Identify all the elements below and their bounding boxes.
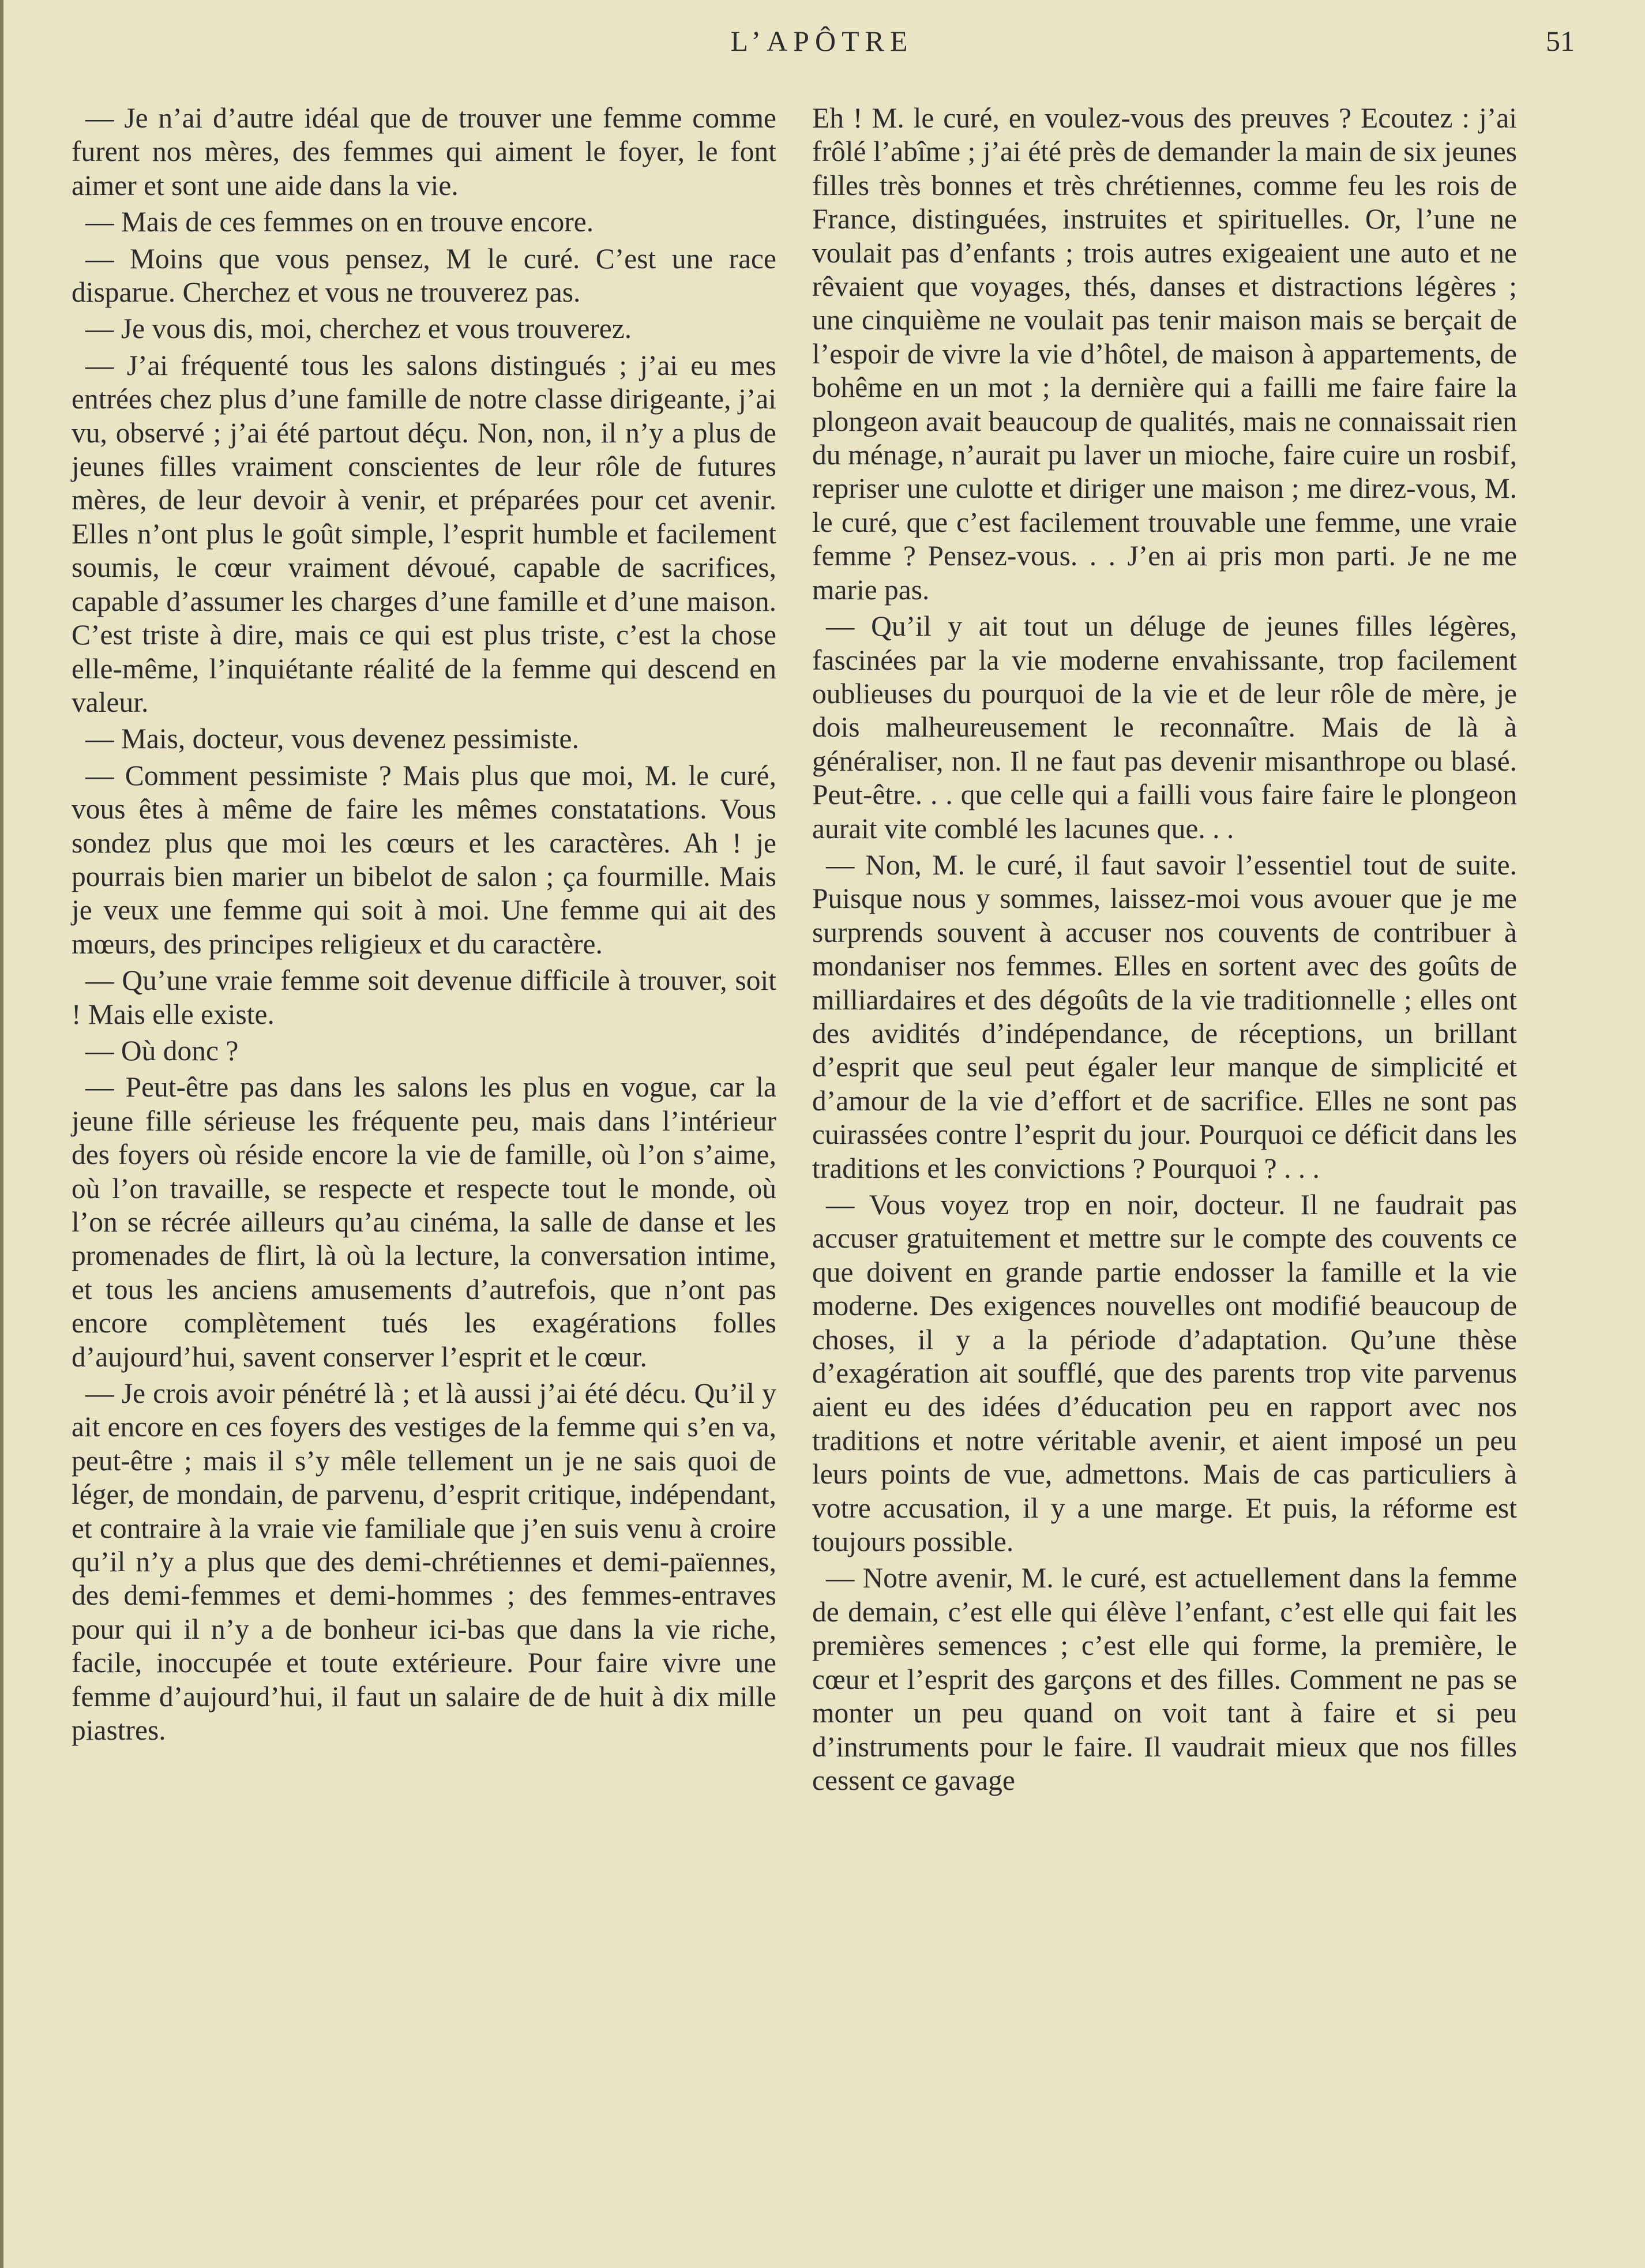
paragraph: — Qu’il y ait tout un déluge de jeunes filles légères, fascinées par la vie moderne envahissante, trop facilement oublieuses du pourquoi de la vie et de leur rôle de mère, je dois malheureusement le reconnaître. Mais de là à généraliser, non. Il ne faut pas devenir misanthrope ou blasé. Peut-être. . . que celle qui a failli vous faire faire le plongeon aurait vite comblé les lacunes que. . . xyxy=(812,610,1517,844)
page-number: 51 xyxy=(1546,25,1575,57)
paragraph: — Je vous dis, moi, cherchez et vous trouverez. xyxy=(85,313,632,345)
running-head: L’APÔTRE xyxy=(730,25,914,57)
paragraph: — J’ai fréquenté tous les salons distingués ; j’ai eu mes entrées chez plus d’une famille de notre classe dirigeante, j’ai vu, observé ; j’ai été partout déçu. Non, non, il n’y a plus de jeunes filles vraiment conscientes de leur rôle de futures mères, de leur devoir à venir, et préparées pour cet avenir. Elles n’ont plus le goût simple, l’esprit humble et facilement soumis, le cœur vraiment dévoué, capable de sacrifices, capable d’assumer les charges d’une famille et d’une maison. C’est triste à dire, mais ce qui est plus triste, c’est la chose elle-même, l’inquiétante réalité de la femme qui descend en valeur. xyxy=(72,349,776,718)
paragraph: — Notre avenir, M. le curé, est actuellement dans la femme de demain, c’est elle qui élève l’enfant, c’est elle qui fait les premières semences ; c’est elle qui forme, la première, le cœur et l’esprit des garçons et des filles. Comment ne pas se monter un peu quand on voit tant à faire et si peu d’instruments pour le faire. Il vaudrait mieux que nos filles cessent ce gavage xyxy=(812,1562,1517,1796)
left-column xyxy=(72,102,776,1751)
paragraph: — Moins que vous pensez, M le curé. C’est une race disparue. Cherchez et vous ne trouverez pas. xyxy=(72,242,776,309)
paragraph: — Où donc ? xyxy=(85,1034,239,1067)
paragraph: — Non, M. le curé, il faut savoir l’essentiel tout de suite. Puisque nous y sommes, laissez-moi vous avouer que je me surprends souvent à accuser nos couvents de contribuer à mondaniser nos femmes. Elles en sortent avec des goûts de milliardaires et des dégoûts de la vie traditionnelle ; elles ont des avidités d’indépendance, de réceptions, un brillant d’esprit que seul peut égaler leur manque de simplicité et d’amour de la vie d’effort et de sacrifice. Elles ne sont pas cuirassées contre l’esprit du jour. Pourquoi ce déficit dans les traditions et les convictions ? Pourquoi ? . . . xyxy=(812,848,1517,1184)
right-column xyxy=(812,102,1517,1800)
paragraph: Eh ! M. le curé, en voulez-vous des preuves ? Ecoutez : j’ai frôlé l’abîme ; j’ai été près de demander la main de six jeunes filles très bonnes et très chrétiennes, comme feu les rois de France, distinguées, instruites et spirituelles. Or, l’une ne voulait pas d’enfants ; trois autres exigeaient une auto et ne rêvaient que voyages, thés, danses et distractions légères ; une cinquième ne voulait pas tenir maison mais se berçait de l’espoir de vivre la vie d’hôtel, de maison à appartements, de bohême en un mot ; la dernière qui a failli me faire faire la plongeon avait beaucoup de qualités, mais ne connaissait rien du ménage, n’aurait pu laver un mioche, faire cuire un rosbif, repriser une culotte et diriger une maison ; me direz-vous, M. le curé, que c’est facilement trouvable une femme, une vraie femme ? Pensez-vous. . . J’en ai pris mon parti. Je ne me marie pas. xyxy=(812,102,1517,606)
paragraph: — Mais, docteur, vous devenez pessimiste. xyxy=(85,723,579,755)
page-header xyxy=(69,24,1575,70)
page-binding-edge xyxy=(0,0,3,2268)
paragraph: — Qu’une vraie femme soit devenue difficile à trouver, soit ! Mais elle existe. xyxy=(72,964,776,1030)
paragraph: — Je crois avoir pénétré là ; et là aussi j’ai été décu. Qu’il y ait encore en ces foyers des vestiges de la femme qui s’en va, peut-être ; mais il s’y mêle tellement un je ne sais quoi de léger, de mondain, de parvenu, d’esprit critique, indépendant, et contraire à la vraie vie familiale que j’en suis venu à croire qu’il n’y a plus que des demi-chrétiennes et demi-païennes, des demi-femmes et demi-hommes ; des femmes-entraves pour qui il n’y a de bonheur ici-bas que dans la vie riche, facile, inoccupée et toute extérieure. Pour faire vivre une femme d’aujourd’hui, il faut un salaire de de huit à dix mille piastres. xyxy=(72,1377,776,1747)
paragraph: — Mais de ces femmes on en trouve encore. xyxy=(85,206,594,238)
paragraph: — Je n’ai d’autre idéal que de trouver une femme comme furent nos mères, des femmes qui aiment le foyer, le font aimer et sont une aide dans la vie. xyxy=(72,102,776,201)
paragraph: — Peut-être pas dans les salons les plus en vogue, car la jeune fille sérieuse les fréquente peu, mais dans l’intérieur des foyers où réside encore la vie de famille, où l’on s’aime, où l’on travaille, se respecte et respecte tout le monde, où l’on se récrée ailleurs qu’au cinéma, la salle de danse et les promenades de flirt, là où la lecture, la conversation intime, et tous les anciens amusements d’autrefois, que n’ont pas encore complètement tués les exagérations folles d’aujourd’hui, savent conserver l’esprit et le cœur. xyxy=(72,1071,776,1373)
paragraph: — Comment pessimiste ? Mais plus que moi, M. le curé, vous êtes à même de faire les mêmes constatations. Vous sondez plus que moi les cœurs et les caractères. Ah ! je pourrais bien marier un bibelot de salon ; ça fourmille. Mais je veux une femme qui soit à moi. Une femme qui ait des mœurs, des principes religieux et du caractère. xyxy=(72,759,776,960)
paragraph: — Vous voyez trop en noir, docteur. Il ne faudrait pas accuser gratuitement et mettre sur le compte des couvents ce que doivent en grande partie endosser la famille et la vie moderne. Des exigences nouvelles ont modifié beaucoup de choses, il y a la période d’adaptation. Qu’une thèse d’exagération ait soufflé, que des parents trop vite parvenus aient eu des idées d’éducation peu en rapport avec nos traditions et notre véritable avenir, et aient imposé un peu leurs points de vue, admettons. Mais de cas particuliers à votre accusation, il y a une marge. Et puis, la réforme est toujours possible. xyxy=(812,1189,1517,1558)
